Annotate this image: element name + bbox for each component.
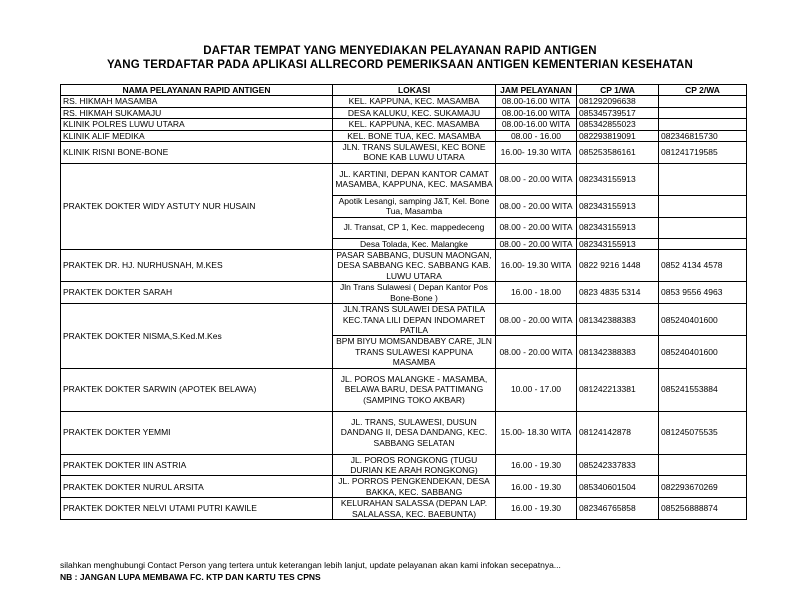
location-cell: KELURAHAN SALASSA (DEPAN LAP. SALALASSA, KEC. BAEBUNTA) <box>333 498 496 520</box>
provider-name-cell: KLINIK RISNI BONE-BONE <box>61 142 333 164</box>
cp2-cell <box>659 96 747 107</box>
provider-name-cell: PRAKTEK DOKTER IIN ASTRIA <box>61 454 333 476</box>
column-header-jam: JAM PELAYANAN <box>496 85 577 96</box>
hours-cell: 08.00 - 20.00 WITA <box>496 238 577 249</box>
table-row <box>61 282 747 304</box>
hours-cell: 08.00 - 20.00 WITA <box>496 195 577 217</box>
provider-name-cell: RS. HIKMAH MASAMBA <box>61 96 333 107</box>
hours-cell: 16.00 - 19.30 <box>496 498 577 520</box>
cp2-cell: 085241553884 <box>659 368 747 411</box>
hours-cell: 08.00 - 20.00 WITA <box>496 217 577 238</box>
provider-name-cell: PRAKTEK DR. HJ. NURHUSNAH, M.KES <box>61 250 333 282</box>
hours-cell: 08.00-16.00 WITA <box>496 119 577 130</box>
cp1-cell: 0823 4835 5314 <box>577 282 659 304</box>
cp1-cell: 081342388383 <box>577 304 659 336</box>
table-header-row <box>61 85 747 96</box>
hours-cell: 16.00- 19.30 WITA <box>496 142 577 164</box>
footer-note: silahkan menghubungi Contact Person yang tertera untuk keterangan lebih lanjut, update pelayanan akan kami infokan secepatnya... <box>60 560 561 570</box>
table-row <box>61 119 747 130</box>
table-row <box>61 163 747 195</box>
hours-cell: 08.00 - 16.00 <box>496 130 577 141</box>
cp2-cell: 081245075535 <box>659 411 747 454</box>
cp2-cell: 0853 9556 4963 <box>659 282 747 304</box>
cp2-cell <box>659 107 747 118</box>
cp1-cell: 081242213381 <box>577 368 659 411</box>
provider-name-cell: PRAKTEK DOKTER NURUL ARSITA <box>61 476 333 498</box>
hours-cell: 10.00 - 17.00 <box>496 368 577 411</box>
location-cell: Jln Trans Sulawesi ( Depan Kantor Pos Bone-Bone ) <box>333 282 496 304</box>
document-subtitle: YANG TERDAFTAR PADA APLIKASI ALLRECORD PEMERIKSAAN ANTIGEN KEMENTERIAN KESEHATAN <box>107 59 693 71</box>
cp1-cell: 081342388383 <box>577 336 659 368</box>
provider-name-cell: RS. HIKMAH SUKAMAJU <box>61 107 333 118</box>
provider-name-cell: KLINIK ALIF MEDIKA <box>61 130 333 141</box>
cp2-cell: 085240401600 <box>659 336 747 368</box>
hours-cell: 08.00-16.00 WITA <box>496 96 577 107</box>
provider-name-cell: KLINIK POLRES LUWU UTARA <box>61 119 333 130</box>
hours-cell: 08.00 - 20.00 WITA <box>496 163 577 195</box>
column-header-nama: NAMA PELAYANAN RAPID ANTIGEN <box>61 85 333 96</box>
footer-reminder: NB : JANGAN LUPA MEMBAWA FC. KTP DAN KARTU TES CPNS <box>60 572 321 582</box>
table-body <box>61 96 747 520</box>
provider-name-cell: PRAKTEK DOKTER WIDY ASTUTY NUR HUSAIN <box>61 163 333 249</box>
table-row <box>61 250 747 282</box>
cp1-cell: 082343155913 <box>577 163 659 195</box>
hours-cell: 08.00 - 20.00 WITA <box>496 336 577 368</box>
location-cell: KEL. KAPPUNA, KEC. MASAMBA <box>333 96 496 107</box>
location-cell: JL. POROS RONGKONG (TUGU DURIAN KE ARAH RONGKONG) <box>333 454 496 476</box>
hours-cell: 16.00 - 19.30 <box>496 454 577 476</box>
table-row <box>61 498 747 520</box>
cp1-cell: 085242337833 <box>577 454 659 476</box>
location-cell: JLN.TRANS SULAWEI DESA PATILA KEC.TANA LILI DEPAN INDOMARET PATILA <box>333 304 496 336</box>
cp1-cell: 082293819091 <box>577 130 659 141</box>
table-row <box>61 130 747 141</box>
cp1-cell: 081292096638 <box>577 96 659 107</box>
location-cell: Jl. Transat, CP 1, Kec. mappedeceng <box>333 217 496 238</box>
cp2-cell <box>659 195 747 217</box>
hours-cell: 16.00 - 18.00 <box>496 282 577 304</box>
cp2-cell: 082346815730 <box>659 130 747 141</box>
cp2-cell: 0852 4134 4578 <box>659 250 747 282</box>
cp1-cell: 082343155913 <box>577 238 659 249</box>
cp1-cell: 085345739517 <box>577 107 659 118</box>
location-cell: PASAR SABBANG, DUSUN MAONGAN, DESA SABBANG KEC. SABBANG KAB. LUWU UTARA <box>333 250 496 282</box>
cp2-cell <box>659 454 747 476</box>
location-cell: JL. POROS MALANGKE - MASAMBA, BELAWA BARU, DESA PATTIMANG (SAMPING TOKO AKBAR) <box>333 368 496 411</box>
table-row <box>61 142 747 164</box>
provider-name-cell: PRAKTEK DOKTER NELVI UTAMI PUTRI KAWILE <box>61 498 333 520</box>
table-row <box>61 107 747 118</box>
location-cell: DESA KALUKU, KEC. SUKAMAJU <box>333 107 496 118</box>
cp2-cell: 082293670269 <box>659 476 747 498</box>
location-cell: Apotik Lesangi, samping J&T, Kel. Bone Tua, Masamba <box>333 195 496 217</box>
rapid-antigen-table <box>60 84 747 520</box>
cp1-cell: 082346765858 <box>577 498 659 520</box>
cp2-cell <box>659 217 747 238</box>
location-cell: JL. PORROS PENGKENDEKAN, DESA BAKKA, KEC. SABBANG <box>333 476 496 498</box>
location-cell: JLN. TRANS SULAWESI, KEC BONE BONE KAB LUWU UTARA <box>333 142 496 164</box>
cp1-cell: 085253586161 <box>577 142 659 164</box>
provider-name-cell: PRAKTEK DOKTER YEMMI <box>61 411 333 454</box>
table-row <box>61 368 747 411</box>
hours-cell: 08.00 - 20.00 WITA <box>496 304 577 336</box>
cp1-cell: 085342855023 <box>577 119 659 130</box>
location-cell: Desa Tolada, Kec. Malangke <box>333 238 496 249</box>
table-row <box>61 96 747 107</box>
table-row <box>61 454 747 476</box>
hours-cell: 15.00- 18.30 WITA <box>496 411 577 454</box>
document-title: DAFTAR TEMPAT YANG MENYEDIAKAN PELAYANAN RAPID ANTIGEN <box>203 45 597 57</box>
table-row <box>61 476 747 498</box>
hours-cell: 08.00-16.00 WITA <box>496 107 577 118</box>
table-row <box>61 411 747 454</box>
column-header-cp2: CP 2/WA <box>659 85 747 96</box>
cp1-cell: 08124142878 <box>577 411 659 454</box>
location-cell: KEL. BONE TUA, KEC. MASAMBA <box>333 130 496 141</box>
location-cell: JL. TRANS, SULAWESI, DUSUN DANDANG II, DESA DANDANG, KEC. SABBANG SELATAN <box>333 411 496 454</box>
provider-name-cell: PRAKTEK DOKTER SARWIN (APOTEK BELAWA) <box>61 368 333 411</box>
cp1-cell: 0822 9216 1448 <box>577 250 659 282</box>
cp2-cell <box>659 119 747 130</box>
column-header-lokasi: LOKASI <box>333 85 496 96</box>
cp2-cell <box>659 163 747 195</box>
location-cell: JL. KARTINI, DEPAN KANTOR CAMAT MASAMBA, KAPPUNA, KEC. MASAMBA <box>333 163 496 195</box>
cp1-cell: 082343155913 <box>577 195 659 217</box>
hours-cell: 16.00 - 19.30 <box>496 476 577 498</box>
cp2-cell: 085256888874 <box>659 498 747 520</box>
column-header-cp1: CP 1/WA <box>577 85 659 96</box>
cp2-cell: 081241719585 <box>659 142 747 164</box>
provider-name-cell: PRAKTEK DOKTER SARAH <box>61 282 333 304</box>
location-cell: KEL. KAPPUNA, KEC. MASAMBA <box>333 119 496 130</box>
cp1-cell: 082343155913 <box>577 217 659 238</box>
cp2-cell: 085240401600 <box>659 304 747 336</box>
location-cell: BPM BIYU MOMSANDBABY CARE, JLN TRANS SULAWESI KAPPUNA MASAMBA <box>333 336 496 368</box>
cp2-cell <box>659 238 747 249</box>
hours-cell: 16.00- 19.30 WITA <box>496 250 577 282</box>
provider-name-cell: PRAKTEK DOKTER NISMA,S.Ked.M.Kes <box>61 304 333 368</box>
cp1-cell: 085340601504 <box>577 476 659 498</box>
table-row <box>61 304 747 336</box>
